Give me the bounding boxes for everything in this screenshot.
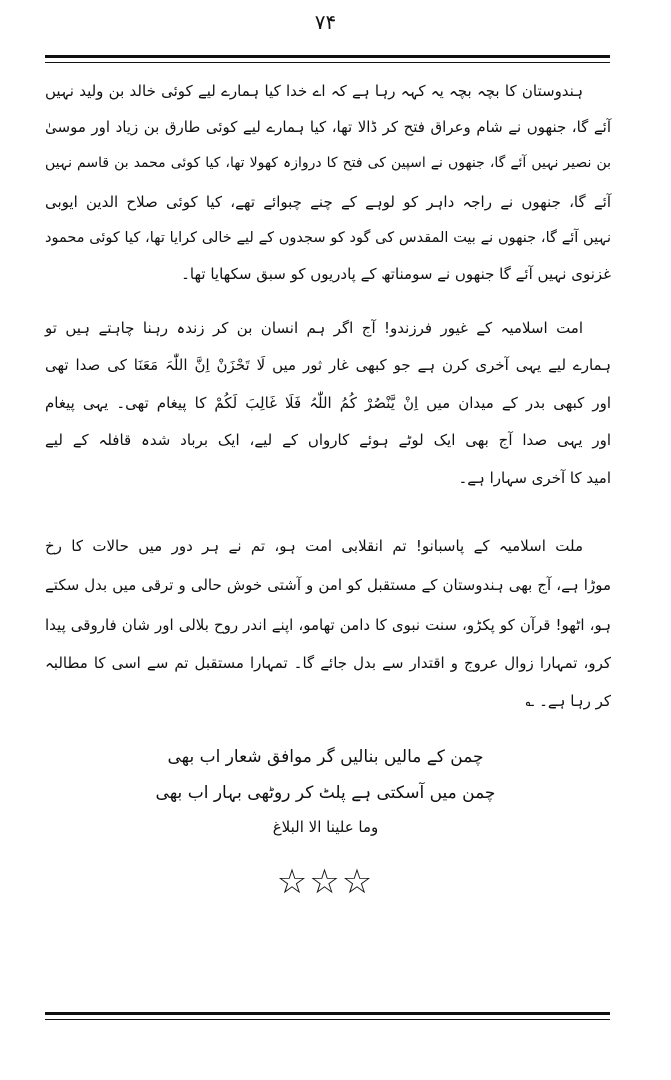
paragraph-2-line: اور کبھی بدر کے میدان میں اِنْ یَّنْصُرْ کُمُ اللّٰہُ فَلَا غَالِبَ لَکُمْ کا پیغام تھی۔ یہی پیغام — [45, 394, 611, 412]
paragraph-2-line: امید کا آخری سہارا ہے۔ — [458, 469, 611, 487]
bottom-rule-thin — [45, 1019, 610, 1020]
paragraph-3-line: کر رہا ہے۔ ؎ — [525, 692, 611, 710]
star-separator-icon: ☆☆☆ — [276, 862, 375, 902]
paragraph-2-line: اور یہی صدا آج بھی ایک لوٹے ہوئے کارواں کے لیے، ایک برباد شدہ قافلہ کے لیے — [45, 431, 611, 449]
paragraph-1-line: نہیں آئے گا، جنھوں نے بیت المقدس کی گود کو سجدوں کے لیے خالی کرایا تھا، کیا کوئی محمود — [45, 230, 611, 246]
paragraph-2-line: امت اسلامیہ کے غیور فرزندو! آج اگر ہم انسان بن کر زندہ رہنا چاہتے ہیں تو — [45, 319, 583, 337]
bottom-rule — [45, 1012, 610, 1015]
paragraph-1-line: بن نصیر نہیں آئے گا، جنھوں نے اسپین کی فتح کا دروازہ کھولا تھا، کیا کوئی محمد بن قاسم نہیں — [45, 155, 611, 171]
paragraph-1-line: آئے گا، جنھوں نے راجہ داہر کو لوہے کے چنے چبوائے تھے، کیا کوئی صلاح الدین ایوبی — [45, 193, 611, 211]
paragraph-1-line: آئے گا، جنھوں نے شام وعراق فتح کر ڈالا تھا، کیا ہمارے لیے کوئی طارق بن زیاد اور موسیٰ — [45, 118, 611, 136]
paragraph-1-line: ہندوستان کا بچہ بچہ یہ کہہ رہا ہے کہ اے خدا کیا ہمارے لیے کوئی خالد بن ولید نہیں — [45, 82, 583, 100]
paragraph-3-line: ملت اسلامیہ کے پاسبانو! تم انقلابی امت ہو، تم نے ہر دور میں حالات کا رخ — [45, 537, 583, 555]
verse-line: چمن میں آسکتی ہے پلٹ کر روٹھی بہار اب بھی — [155, 783, 496, 803]
top-rule — [45, 55, 610, 58]
closing-dua: وما علینا الا البلاغ — [272, 818, 379, 836]
paragraph-3-line: موڑا ہے، آج بھی ہندوستان کے مستقبل کو امن و آشتی خوش حالی و ترقی میں بدل سکتے — [45, 576, 611, 594]
paragraph-2-line: ہمارے لیے یہی آخری کرن ہے جو کبھی غار ثور میں لَا تَحْزَنْ اِنَّ اللّٰہَ مَعَنَا کی صدا تھی — [45, 356, 611, 374]
page-number: ۷۴ — [314, 10, 337, 34]
paragraph-3-line: ہو، اٹھو! قرآن کو پکڑو، سنت نبوی کا دامن تھامو، اپنے اندر روح بلالی اور شان فاروقی پیدا — [45, 616, 611, 634]
paragraph-1-line: غزنوی نہیں آئے گا جنھوں نے سومناتھ کے پادریوں کو سبق سکھایا تھا۔ — [181, 265, 611, 283]
verse-line: چمن کے مالیں بنالیں گر موافق شعار اب بھی — [167, 747, 484, 767]
top-rule-thin — [45, 62, 610, 63]
paragraph-3-line: کرو، تمہارا زوال عروج و اقتدار سے بدل جائے گا۔ تمہارا مستقبل تم سے اسی کا مطالبہ — [45, 654, 611, 672]
